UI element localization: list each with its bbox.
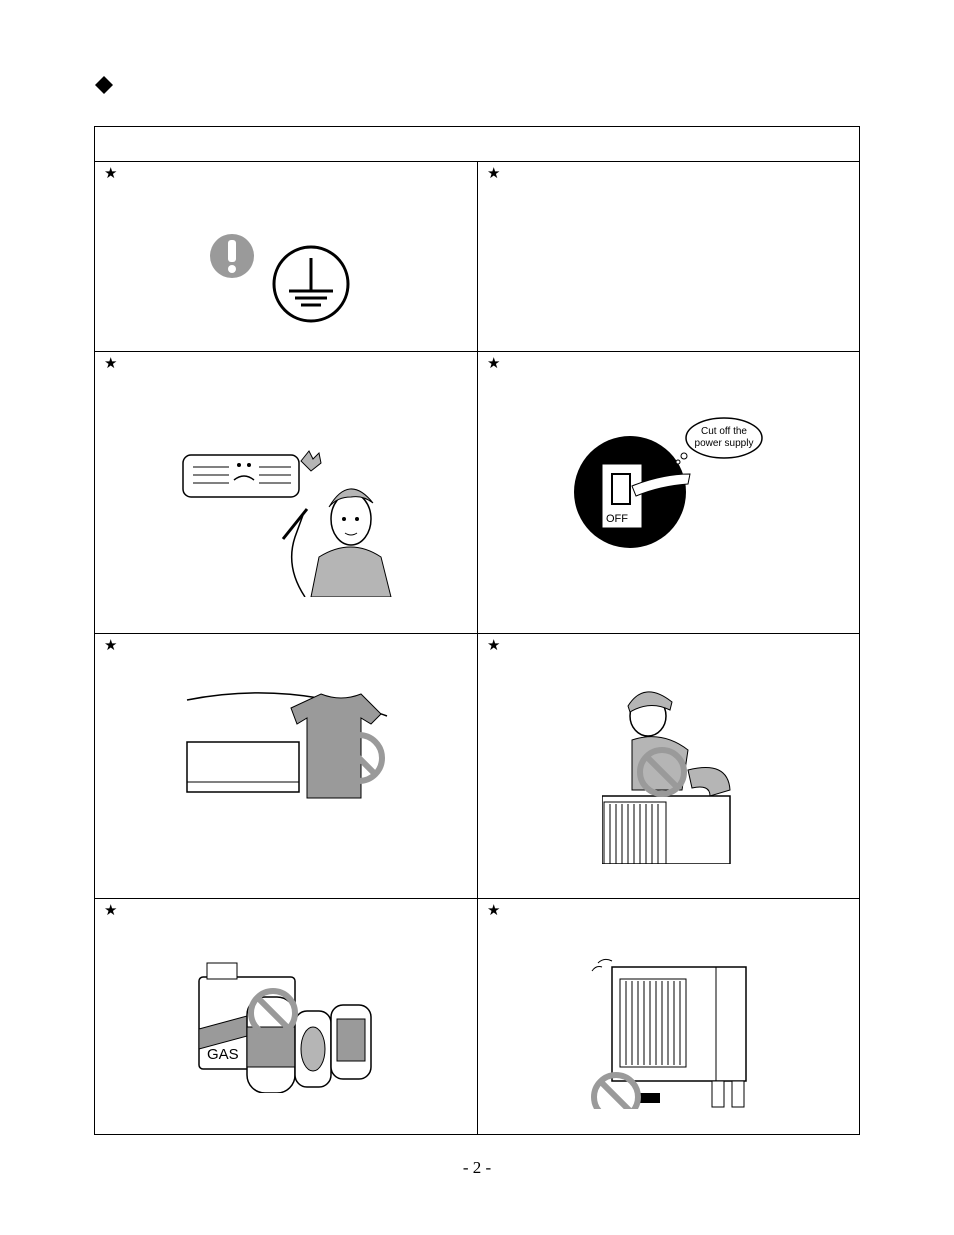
power-switch-off-icon — [572, 416, 772, 548]
cell-no-climbing — [478, 634, 859, 898]
page-number: - 2 - — [462, 1158, 492, 1177]
table-header-row — [95, 127, 859, 162]
cell-no-drying-clothes — [95, 634, 477, 898]
star-icon: ★ — [104, 636, 118, 654]
cell-no-flammable-gas — [95, 899, 477, 1134]
no-flammable-gas-icon — [195, 957, 377, 1093]
star-icon: ★ — [487, 354, 501, 372]
star-icon: ★ — [487, 636, 501, 654]
cell-empty-warning — [478, 162, 859, 351]
safety-table — [94, 126, 860, 1135]
exclamation-ground-icon — [207, 232, 357, 324]
gas-label: GAS — [207, 1046, 239, 1063]
diamond-bullet-icon — [95, 76, 113, 94]
repair-technician-icon — [179, 447, 399, 597]
bubble-line-1: Cut off the — [701, 426, 747, 437]
cell-power-off — [478, 352, 859, 633]
cell-grounding — [95, 162, 477, 351]
star-icon: ★ — [104, 901, 118, 919]
cell-repair — [95, 352, 477, 633]
star-icon: ★ — [104, 354, 118, 372]
no-climbing-outdoor-unit-icon — [602, 684, 742, 864]
no-unstable-installation-icon — [582, 957, 758, 1109]
star-icon: ★ — [487, 164, 501, 182]
star-icon: ★ — [487, 901, 501, 919]
star-icon: ★ — [104, 164, 118, 182]
no-drying-clothes-icon — [183, 684, 393, 808]
switch-off-label: OFF — [606, 513, 628, 525]
cell-no-unstable-install — [478, 899, 859, 1134]
bubble-line-2: power supply — [694, 438, 754, 449]
